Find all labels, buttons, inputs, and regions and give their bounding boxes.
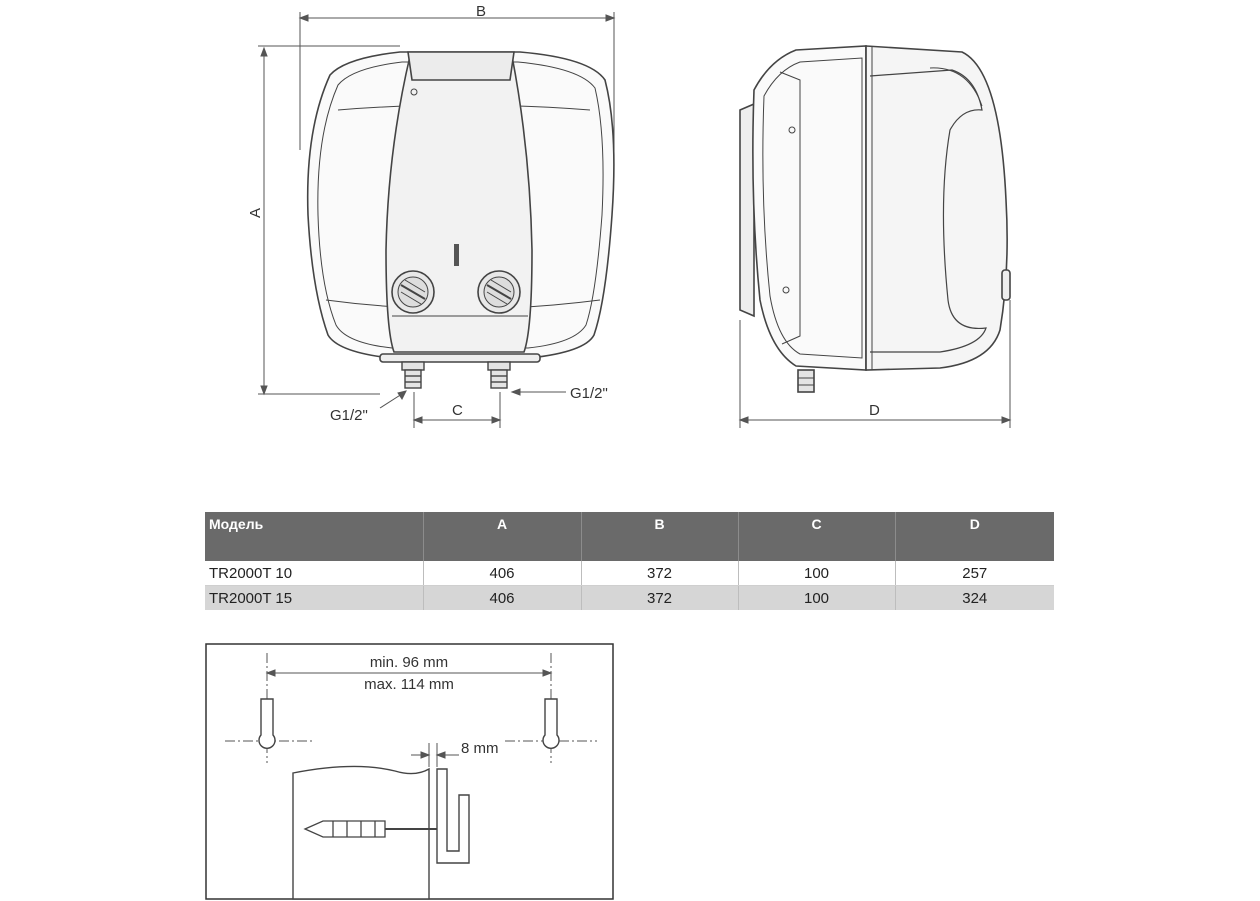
front-view-drawing <box>0 0 640 440</box>
pipe-connections <box>402 362 510 388</box>
header-d: D <box>895 512 1054 561</box>
cell-a: 406 <box>423 586 581 611</box>
heater-side-body <box>740 46 1010 392</box>
max-distance-label: max. 114 mm <box>364 676 454 693</box>
header-c: C <box>738 512 895 561</box>
cell-model: TR2000T 10 <box>205 561 423 586</box>
header-b: B <box>581 512 738 561</box>
cell-b: 372 <box>581 561 738 586</box>
cell-model: TR2000T 15 <box>205 586 423 611</box>
right-connection-label: G1/2" <box>570 385 608 402</box>
connection-leaders <box>380 389 566 408</box>
dimensions-table <box>205 512 1054 610</box>
min-distance-label: min. 96 mm <box>369 654 449 671</box>
dimension-a-label: A <box>247 207 264 218</box>
dimension-c-label: C <box>452 402 463 419</box>
cell-d: 324 <box>895 586 1054 611</box>
cell-a: 406 <box>423 561 581 586</box>
header-a: A <box>423 512 581 561</box>
cell-b: 372 <box>581 586 738 611</box>
table-header-row <box>205 512 1054 561</box>
side-view-drawing <box>700 0 1040 440</box>
table-row <box>205 586 1054 611</box>
dimension-b-label: B <box>476 3 487 20</box>
gap-label: 8 mm <box>461 740 499 757</box>
dimension-d-label: D <box>869 402 880 419</box>
heater-front-body <box>308 52 614 362</box>
header-model: Модель <box>205 512 423 561</box>
cell-d: 257 <box>895 561 1054 586</box>
cell-c: 100 <box>738 586 895 611</box>
left-connection-label: G1/2" <box>330 407 368 424</box>
mounting-diagram <box>205 643 615 901</box>
table-row <box>205 561 1054 586</box>
cell-c: 100 <box>738 561 895 586</box>
